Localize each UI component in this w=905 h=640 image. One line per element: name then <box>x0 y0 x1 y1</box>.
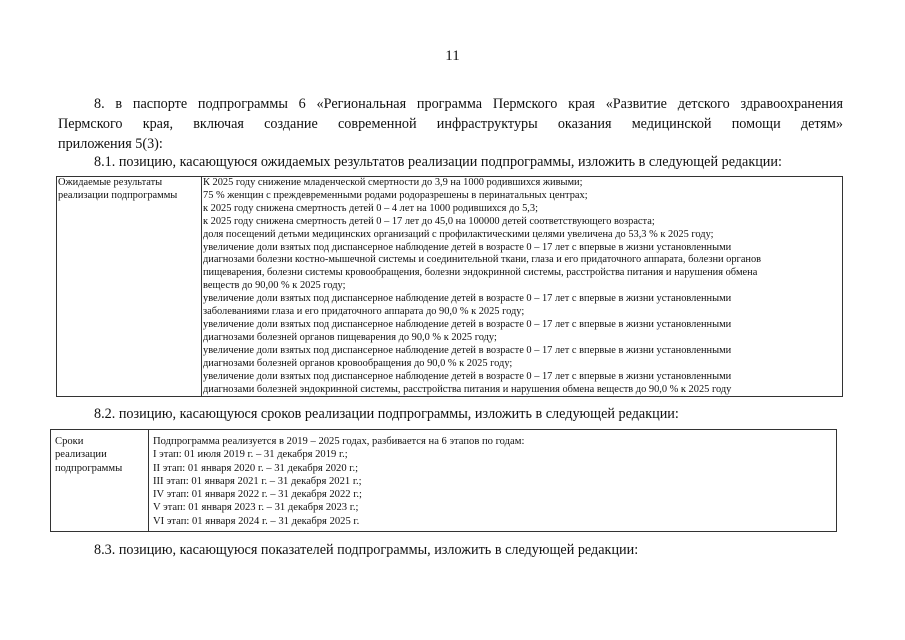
content-line: увеличение доли взятых под диспансерное наблюдение детей в возрасте 0 – 17 лет с впервые в жизни установленными <box>203 241 732 253</box>
table-row <box>51 430 837 532</box>
page-number: 11 <box>445 48 460 64</box>
paragraph-8-line-2: Пермского края, включая создание современной инфраструктуры оказания медицинской помощи детям» <box>58 116 843 132</box>
content-line: доля посещений детьми медицинских организаций с профилактическими целями увеличена до 53,3 % к 2025 году; <box>203 228 714 240</box>
label-line: реализации подпрограммы <box>58 189 178 201</box>
content-line: пищеварения, болезни системы кровообращения, болезни эндокринной системы, расстройства питания и нарушения обмена <box>203 267 758 279</box>
content-line: 75 % женщин с преждевременными родами родоразрешены в перинатальных центрах; <box>203 189 588 201</box>
label-line: Ожидаемые результаты <box>58 177 163 188</box>
content-line: Подпрограмма реализуется в 2019 – 2025 годах, разбивается на 6 этапов по годам: <box>153 436 525 447</box>
periods-content-cell <box>149 430 837 532</box>
content-line: увеличение доли взятых под диспансерное наблюдение детей в возрасте 0 – 17 лет с впервые в жизни установленными <box>203 344 732 356</box>
content-line: К 2025 году снижение младенческой смертности до 3,9 на 1000 родившихся живыми; <box>203 177 583 188</box>
stage-line: III этап: 01 января 2021 г. – 31 декабря 2021 г.; <box>153 475 362 487</box>
content-line: веществ до 90,00 % к 2025 году; <box>203 280 346 292</box>
content-line: заболеваниями глаза и его придаточного аппарата до 90,0 % к 2025 году; <box>203 306 525 318</box>
content-line: диагнозами болезней органов пищеварения до 90,0 % к 2025 году; <box>203 331 497 343</box>
paragraph-8 <box>58 94 843 154</box>
subsection-8-1: 8.1. позицию, касающуюся ожидаемых результатов реализации подпрограммы, изложить в следующей редакции: <box>94 154 782 170</box>
stage-line: I этап: 01 июля 2019 г. – 31 декабря 2019 г.; <box>153 449 348 461</box>
stage-line: IV этап: 01 января 2022 г. – 31 декабря 2022 г.; <box>153 489 362 501</box>
paragraph-8-line-1: 8. в паспорте подпрограммы 6 «Региональная программа Пермского края «Развитие детского здравоохранения <box>94 96 843 112</box>
content-line: увеличение доли взятых под диспансерное наблюдение детей в возрасте 0 – 17 лет с впервые в жизни установленными <box>203 293 732 305</box>
label-line: Сроки <box>55 436 84 447</box>
paragraph-8-line-3: приложения 5(3): <box>58 136 163 152</box>
stage-line: VI этап: 01 января 2024 г. – 31 декабря 2025 г. <box>153 515 360 527</box>
label-line: реализации <box>55 449 107 461</box>
periods-label-cell <box>51 430 149 532</box>
subsection-8-3: 8.3. позицию, касающуюся показателей подпрограммы, изложить в следующей редакции: <box>94 542 639 558</box>
subsection-8-2: 8.2. позицию, касающуюся сроков реализации подпрограммы, изложить в следующей редакции: <box>94 406 679 422</box>
expected-results-label-cell <box>57 177 202 397</box>
stage-line: II этап: 01 января 2020 г. – 31 декабря 2020 г.; <box>153 462 359 474</box>
implementation-periods-table <box>50 429 837 532</box>
content-line: увеличение доли взятых под диспансерное наблюдение детей в возрасте 0 – 17 лет с впервые в жизни установленными <box>203 318 732 330</box>
content-line: диагнозами болезней органов кровообращения до 90,0 % к 2025 году; <box>203 357 513 369</box>
content-line: к 2025 году снижена смертность детей 0 – 17 лет до 45,0 на 100000 детей соответствующего возраста; <box>203 215 655 227</box>
table-row <box>57 177 843 397</box>
stage-line: V этап: 01 января 2023 г. – 31 декабря 2023 г.; <box>153 502 359 514</box>
expected-results-content-cell <box>202 177 843 397</box>
content-line: увеличение доли взятых под диспансерное наблюдение детей в возрасте 0 – 17 лет с впервые в жизни установленными <box>203 370 732 382</box>
expected-results-table <box>56 176 843 397</box>
content-line: диагнозами болезней эндокринной системы, расстройства питания и нарушения обмена веществ до 90,0 % к 2025 году <box>203 383 732 395</box>
content-line: к 2025 году снижена смертность детей 0 – 4 лет на 1000 родившихся до 5,3; <box>203 202 538 214</box>
label-line: подпрограммы <box>55 462 123 474</box>
content-line: диагнозами болезни костно-мышечной системы и соединительной ткани, глаза и его придаточного аппарата, болезни органов <box>203 254 762 266</box>
